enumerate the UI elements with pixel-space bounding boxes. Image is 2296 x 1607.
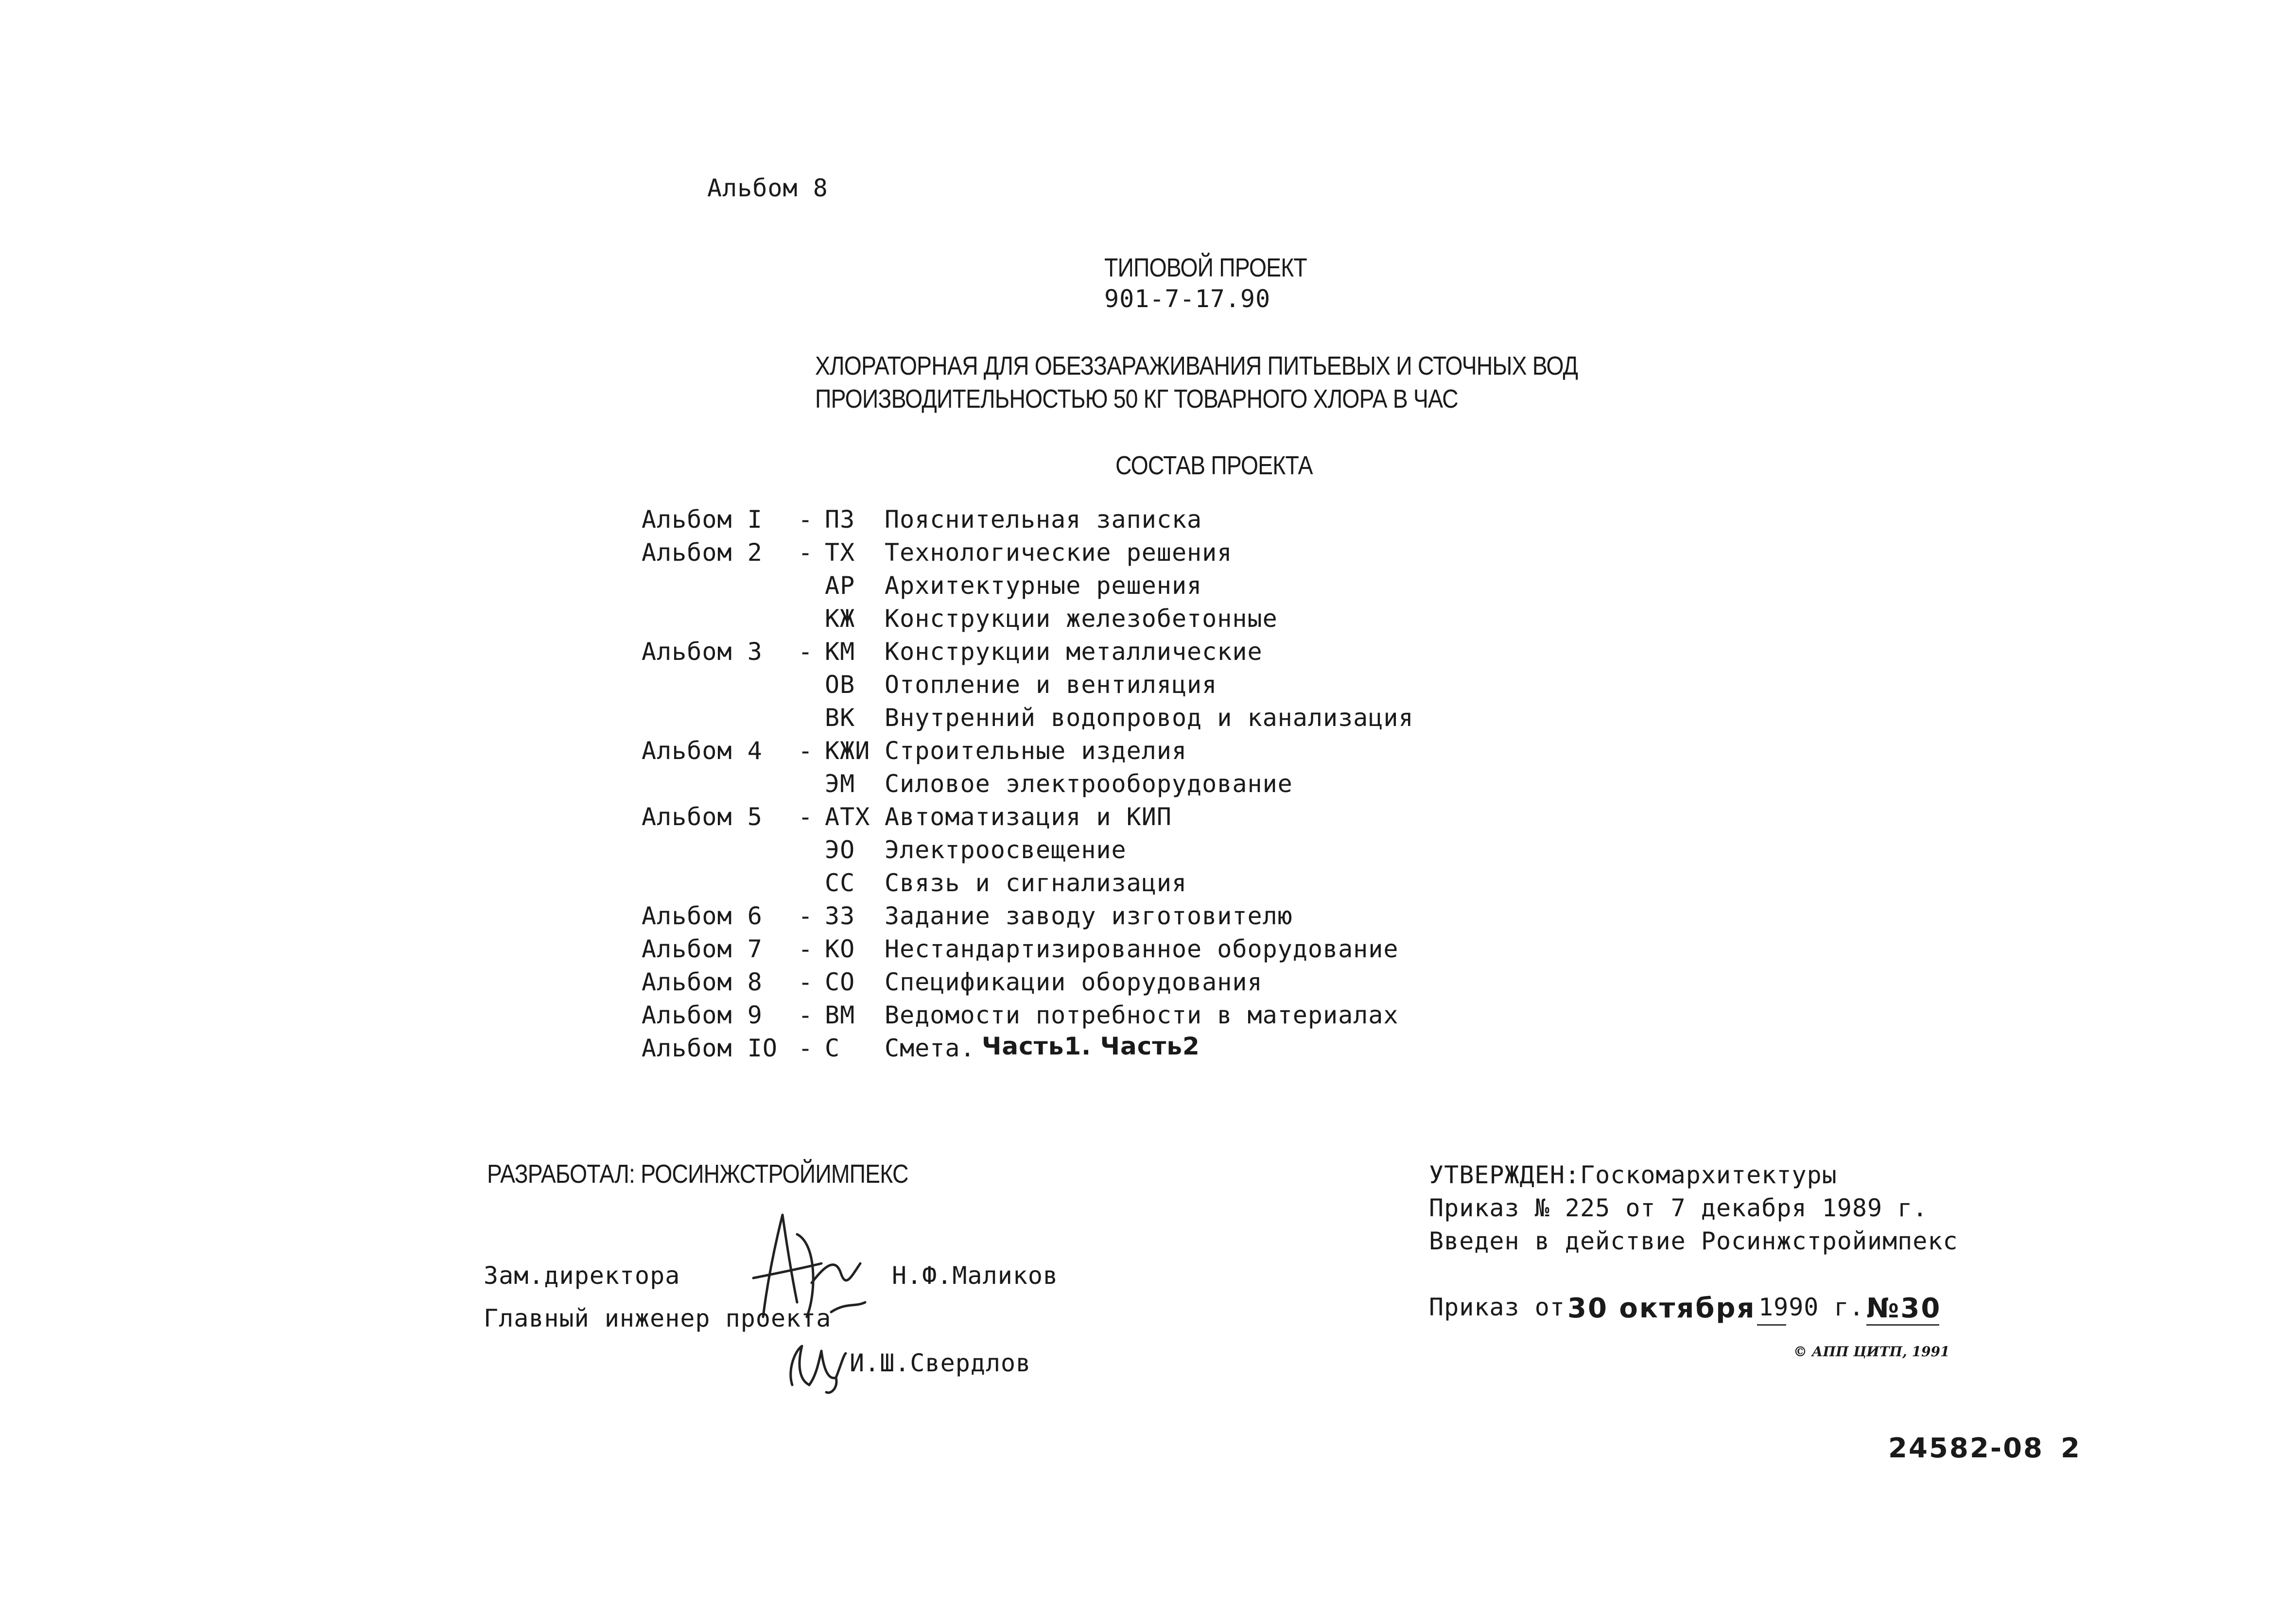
album-number: Альбом 8 (642, 968, 763, 996)
order-year: 1990 г. (1758, 1293, 1864, 1321)
dash: - (798, 935, 814, 963)
section-code: КМ (825, 638, 855, 666)
section-code: СС (825, 869, 855, 897)
section-title: Строительные изделия (885, 737, 1187, 765)
project-title-line1: ХЛОРАТОРНАЯ ДЛЯ ОБЕЗЗАРАЖИВАНИЯ ПИТЬЕВЫХ И СТОЧНЫХ ВОД (815, 351, 1578, 380)
deputy-name: Н.Ф.Маликов (892, 1261, 1059, 1290)
album-number: Альбом I (642, 505, 763, 534)
underline-number (1866, 1324, 1939, 1326)
chief-engineer-title: Главный инженер проекта (484, 1304, 832, 1332)
section-title: Электроосвещение (885, 836, 1127, 864)
album-label: Альбом 8 (707, 174, 828, 202)
section-title: Пояснительная записка (885, 505, 1202, 534)
album-number: Альбом 4 (642, 737, 763, 765)
composition-list (642, 505, 1614, 1089)
order-date: 30 октября (1567, 1293, 1756, 1324)
section-title: Задание заводу изготовителю (885, 902, 1293, 930)
section-title: Силовое электрооборудование (885, 770, 1293, 798)
composition-heading: СОСТАВ ПРОЕКТА (1115, 451, 1313, 480)
dash: - (798, 737, 814, 765)
section-title: Автоматизация и КИП (885, 803, 1172, 831)
dash: - (798, 1001, 814, 1029)
album-number: Альбом 5 (642, 803, 763, 831)
dash: - (798, 1034, 814, 1062)
section-title: Ведомости потребности в материалах (885, 1001, 1399, 1029)
section-code: ТХ (825, 538, 855, 567)
dash: - (798, 638, 814, 666)
underline-year (1757, 1324, 1786, 1326)
dash: - (798, 538, 814, 567)
section-code: ВК (825, 704, 855, 732)
handwritten-parts: Часть1. Часть2 (982, 1032, 1200, 1060)
deputy-title: Зам.директора (484, 1261, 680, 1290)
copyright: © АПП ЦИТП, 1991 (1793, 1344, 1950, 1360)
section-title: Технологические решения (885, 538, 1233, 567)
section-title: Нестандартизированное оборудование (885, 935, 1399, 963)
album-number: Альбом 6 (642, 902, 763, 930)
page-number: 2 (2061, 1433, 2081, 1464)
section-code: С (825, 1034, 840, 1062)
approval-line1: УТВЕРЖДЕН:Госкомархитектуры (1429, 1161, 1837, 1189)
section-code: КЖИ (825, 737, 870, 765)
section-title: Спецификации оборудования (885, 968, 1263, 996)
section-code: КЖ (825, 605, 855, 633)
section-code: ЭМ (825, 770, 855, 798)
section-code: КО (825, 935, 855, 963)
project-number: 901-7-17.90 (1104, 285, 1271, 313)
order-number: №30 (1866, 1293, 1942, 1324)
section-title: Конструкции металлические (885, 638, 1263, 666)
chief-engineer-name: И.Ш.Свердлов (850, 1349, 1031, 1377)
document-code: 24582-08 (1888, 1433, 2044, 1464)
project-title-line2: ПРОИЗВОДИТЕЛЬНОСТЬЮ 50 КГ ТОВАРНОГО ХЛОРА В ЧАС (815, 384, 1458, 414)
album-number: Альбом 2 (642, 538, 763, 567)
album-number: Альбом 9 (642, 1001, 763, 1029)
section-code: ОВ (825, 671, 855, 699)
section-title: Конструкции железобетонные (885, 605, 1278, 633)
album-number: Альбом IO (642, 1034, 778, 1062)
section-title: Связь и сигнализация (885, 869, 1187, 897)
section-code: ЗЗ (825, 902, 855, 930)
approval-line2: Приказ № 225 от 7 декабря 1989 г. (1429, 1194, 1928, 1222)
album-number: Альбом 7 (642, 935, 763, 963)
dash: - (798, 505, 814, 534)
section-title: Внутренний водопровод и канализация (885, 704, 1414, 732)
section-code: АР (825, 571, 855, 600)
section-code: ПЗ (825, 505, 855, 534)
section-title: Смета. (885, 1034, 975, 1062)
section-title: Архитектурные решения (885, 571, 1202, 600)
approval-line3: Введен в действие Росинжстройимпекс (1429, 1227, 1958, 1255)
signature-sverdlov (783, 1331, 855, 1400)
order-prefix: Приказ от (1429, 1293, 1565, 1321)
section-code: АТХ (825, 803, 870, 831)
album-number: Альбом 3 (642, 638, 763, 666)
dash: - (798, 968, 814, 996)
section-code: СО (825, 968, 855, 996)
project-type: ТИПОВОЙ ПРОЕКТ (1104, 253, 1307, 282)
section-code: ЭО (825, 836, 855, 864)
developer-label: РАЗРАБОТАЛ: РОСИНЖСТРОЙИМПЕКС (487, 1159, 908, 1189)
section-code: ВМ (825, 1001, 855, 1029)
dash: - (798, 902, 814, 930)
dash: - (798, 803, 814, 831)
section-title: Отопление и вентиляция (885, 671, 1218, 699)
